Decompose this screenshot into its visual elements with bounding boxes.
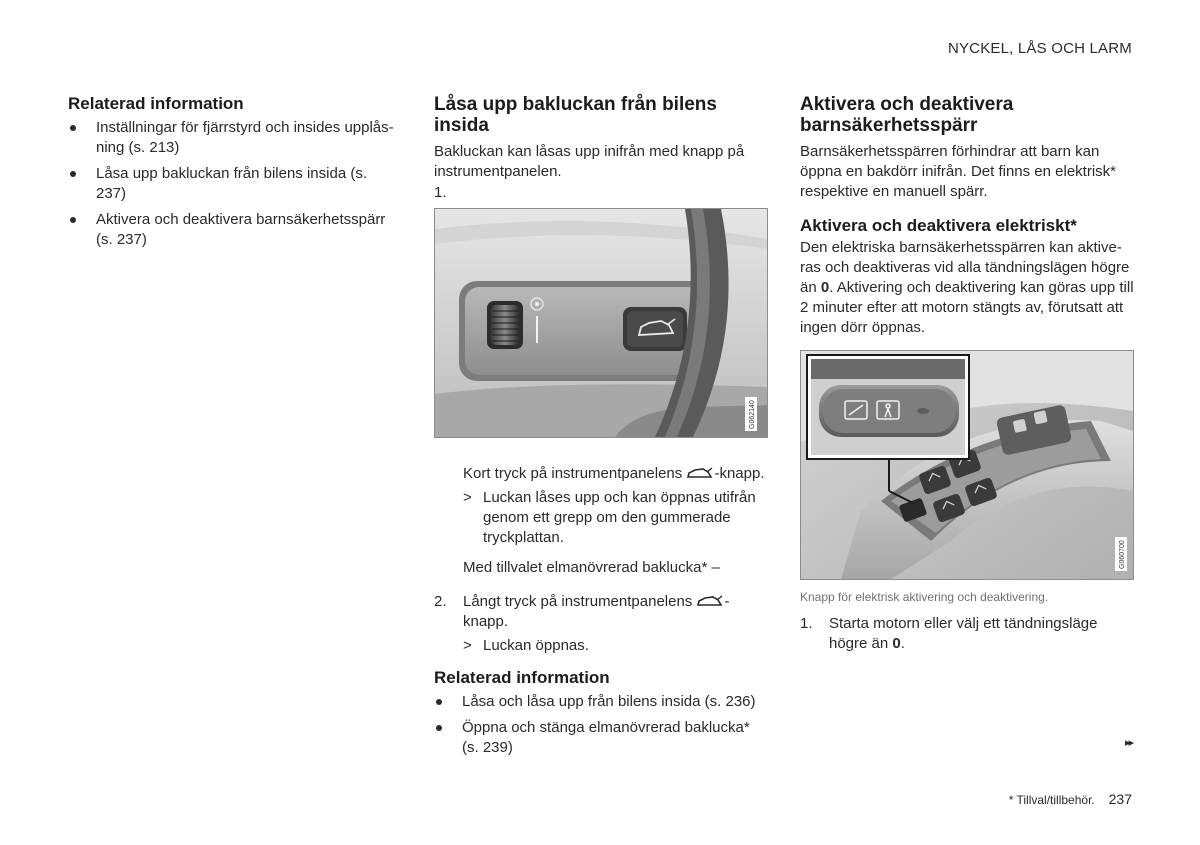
- bullet-icon: [436, 725, 442, 731]
- door-panel-illustration: [801, 351, 1133, 579]
- page-header: NYCKEL, LÅS OCH LARM: [947, 40, 1132, 57]
- step2-instruction: 2. Långt tryck på instrumentpanelens -knapp.: [434, 593, 730, 630]
- option-text: Med tillvalet elmanövrerad baklucka* –: [463, 559, 720, 576]
- section-title: Aktivera och deaktivera barnsäkerhetsspärr: [800, 94, 1014, 136]
- list-item[interactable]: Aktivera och deaktivera barnsäkerhetsspärr (s. 237): [68, 210, 398, 250]
- list-item[interactable]: Öppna och stänga elmanövrerad baklucka* (s. 239): [434, 718, 768, 758]
- tailgate-icon: [686, 465, 714, 481]
- child-lock-section: [800, 94, 1134, 654]
- step-number: 1.: [434, 184, 447, 201]
- result-marker: >: [463, 637, 472, 654]
- page-footer: [1009, 791, 1132, 807]
- step2-result: > Luckan öppnas.: [463, 637, 589, 654]
- tailgate-unlock-section: [434, 94, 768, 764]
- continue-arrow-icon: ▸▸: [1124, 737, 1132, 749]
- related-info-column: [68, 94, 398, 256]
- result-marker: >: [463, 489, 472, 506]
- subheading: Aktivera och deaktivera elektriskt*: [800, 216, 1077, 235]
- step1-result: > Luckan låses upp och kan öppnas utifrån genom ett grepp om den gummerade tryckplattan.: [463, 489, 756, 546]
- page-number: 237: [1108, 791, 1132, 807]
- intro-text: Barnsäkerhetsspärren förhindrar att barn kan öppna en bakdörr inifrån. Det finns en elektrisk* respektive en manuell spärr.: [800, 143, 1117, 200]
- list-item[interactable]: Låsa upp bakluckan från bilens insida (s. 237): [68, 164, 398, 204]
- section-title: Låsa upp bakluckan från bilens insida: [434, 94, 717, 136]
- tailgate-icon: [696, 593, 724, 609]
- bullet-icon: [70, 217, 76, 223]
- list-item[interactable]: Låsa och låsa upp från bilens insida (s. 236): [434, 692, 768, 712]
- footnote: * Tillval/tillbehör.: [1008, 793, 1095, 807]
- intro-text: Bakluckan kan låsas upp inifrån med knapp på instrumentpanelen.: [434, 143, 745, 180]
- related-info-list: [434, 692, 768, 758]
- list-item[interactable]: Inställningar för fjärrstyrd och insides upplås-ning (s. 213): [68, 118, 398, 158]
- figure-caption: Knapp för elektrisk aktivering och deaktivering.: [800, 590, 1049, 604]
- bullet-icon: [436, 699, 442, 705]
- bullet-icon: [70, 171, 76, 177]
- dashboard-button-illustration: [435, 209, 767, 437]
- figure-code: G062140: [749, 400, 756, 429]
- step1-instruction: 1. Starta motorn eller välj ett tändningsläge högre än 0.: [800, 615, 1098, 652]
- dashboard-button-figure: [434, 208, 768, 438]
- figure-code: G060700: [1119, 540, 1126, 569]
- related-info-list: [68, 118, 398, 250]
- body-text: Den elektriska barnsäkerhetsspärren kan aktive-ras och deaktiveras vid alla tändningslägen högre än 0. Aktivering och deaktivering kan göras upp till 2 minuter efter att motorn stängts av, förutsatt att ingen dörr öppnas.: [800, 239, 1134, 336]
- related-info-heading: Relaterad information: [68, 94, 244, 113]
- related-info-heading: Relaterad information: [434, 668, 610, 687]
- step1-instruction: Kort tryck på instrumentpanelens -knapp.: [463, 465, 765, 482]
- bullet-icon: [70, 125, 76, 131]
- door-panel-figure: [800, 350, 1134, 580]
